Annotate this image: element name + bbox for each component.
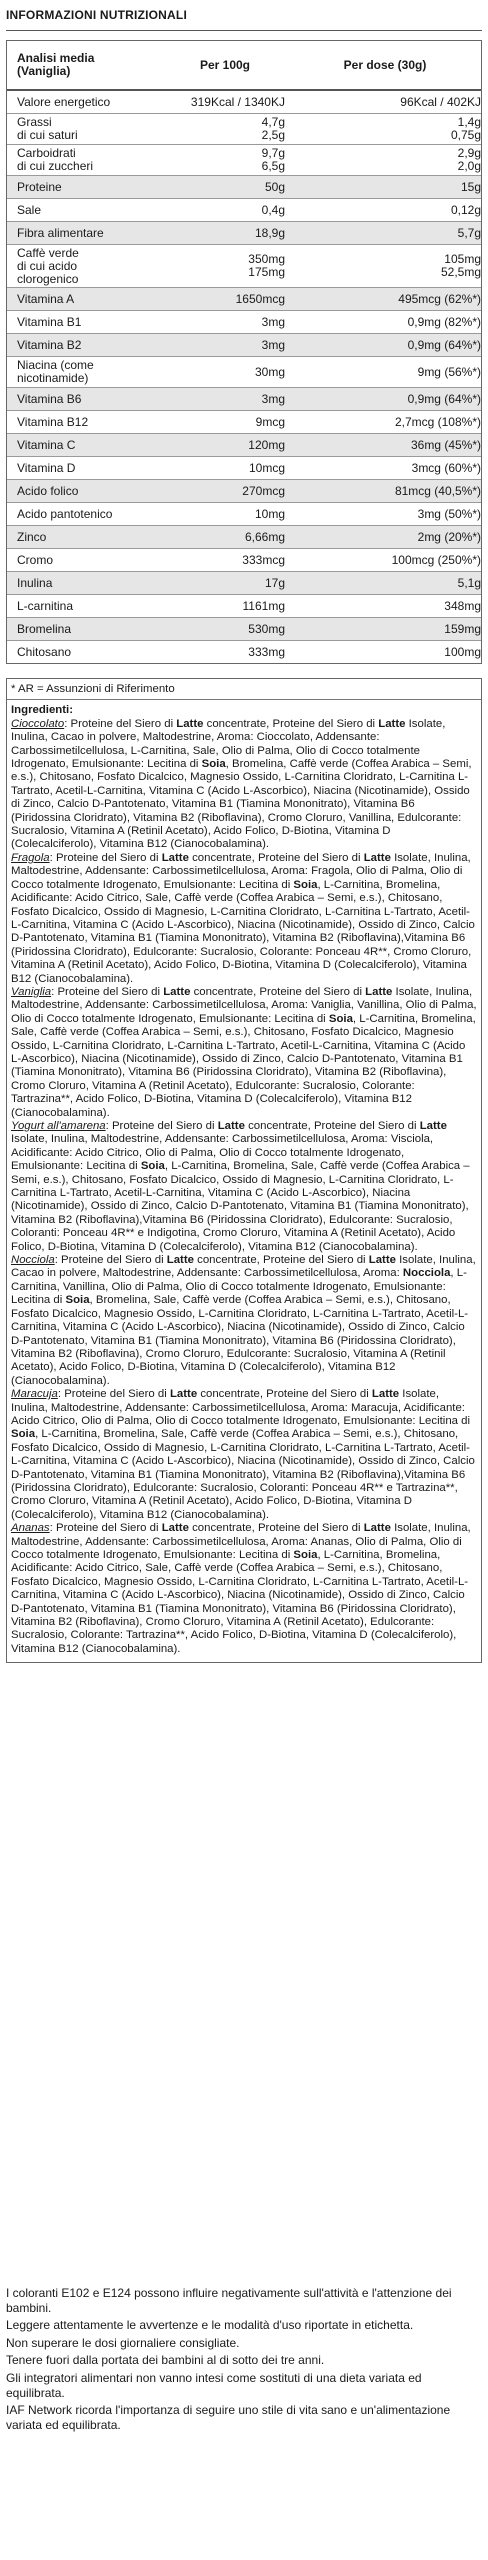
value-per-100g: 10mcg: [248, 460, 285, 475]
table-body: [7, 91, 481, 663]
table-row: [7, 434, 481, 457]
variant-name: Cioccolato: [11, 717, 65, 730]
warning-line: Gli integratori alimentari non vanno intesi come sostituti di una dieta variata ed equilibrata.: [6, 2370, 422, 2400]
allergen-text: Latte: [368, 1254, 396, 1267]
table-row: [7, 114, 481, 145]
value-per-dose: 2,7mcg (108%*): [394, 414, 481, 429]
value-per-100g: 3mg: [261, 314, 285, 329]
nutrient-name: Vitamina B12: [17, 414, 89, 429]
value-per-100g: 270mcg: [242, 483, 285, 498]
value-per-dose: 495mcg (62%*): [398, 291, 481, 306]
nutrition-table: [6, 40, 482, 664]
allergen-text: Latte: [161, 1522, 189, 1535]
value-per-dose: 15g: [460, 179, 481, 194]
value-per-100g: 530mg: [248, 621, 285, 636]
allergen-text: Soia: [293, 1549, 318, 1561]
value-per-100g: 333mcg: [242, 552, 285, 567]
value-per-dose: 81mcg (40,5%*): [394, 483, 481, 498]
value-per-100g: 17g: [264, 575, 285, 590]
nutrient-name: L-carnitina: [17, 598, 74, 613]
table-row: [7, 388, 481, 411]
value-per-100g: 3mg: [261, 337, 285, 352]
value-per-dose: 0,9mg (64%*): [407, 337, 481, 352]
table-row: [7, 334, 481, 357]
value-per-dose: 2mg (20%*): [417, 529, 481, 544]
ingredient-variant: [11, 852, 477, 986]
table-row: [7, 641, 481, 663]
table-header-row: [7, 41, 481, 91]
ingredient-text: concentrate, Proteine del Siero di: [244, 1120, 420, 1132]
ingredient-text: concentrate, Proteine del Siero di: [188, 851, 364, 864]
nutrient-name: Chitosano: [17, 644, 72, 659]
table-row: [7, 411, 481, 434]
nutrient-name: Inulina: [17, 575, 53, 590]
ingredient-variant: [11, 718, 477, 852]
table-row: [7, 572, 481, 595]
ingredient-variant: [11, 1388, 477, 1522]
value-per-dose: 0,9mg (82%*): [407, 314, 481, 329]
allergen-text: Latte: [419, 1120, 447, 1132]
allergen-text: Latte: [176, 717, 204, 730]
table-row: [7, 503, 481, 526]
nutrient-name: Grassi di cui saturi: [17, 115, 78, 142]
table-row: [7, 457, 481, 480]
value-per-dose: 348mg: [444, 598, 481, 613]
ingredient-text: Isolate, Inulina, Cacao in polvere, Maltodestrine, Addensante: Carbossimetilcellulosa, Aroma:: [11, 1254, 476, 1280]
value-per-100g: 120mg: [248, 437, 285, 452]
nutrient-name: Zinco: [17, 529, 47, 544]
allergen-text: Soia: [201, 758, 226, 771]
value-per-dose: 3mcg (60%*): [411, 460, 481, 475]
value-per-100g: 333mg: [248, 644, 285, 659]
ingredient-variant: [11, 986, 477, 1120]
ingredient-text: Isolate, Inulina, Maltodestrine, Addensante: Carbossimetilcellulosa, Aroma: Ananas, Olio di Palma, Olio di Cocco totalmente Idrogenato, Emulsionante: Lecitina di: [11, 1522, 471, 1561]
table-row: [7, 595, 481, 618]
variant-name: Fragola: [11, 851, 50, 864]
warning-line: Tenere fuori dalla portata dei bambini al di sotto dei tre anni.: [6, 2353, 325, 2368]
value-per-dose: 1,4g 0,75g: [450, 115, 481, 142]
ingredient-text: concentrate, Proteine del Siero di: [203, 717, 379, 730]
allergen-text: Latte: [217, 1120, 245, 1132]
ingredient-text: concentrate, Proteine del Siero di: [190, 985, 366, 998]
ingredient-variant: [11, 1120, 477, 1254]
table-row: [7, 222, 481, 245]
value-per-dose: 36mg (45%*): [410, 437, 481, 452]
table-row: [7, 199, 481, 222]
ingredients-block: [6, 678, 482, 1663]
ingredient-text: : Proteine del Siero di: [64, 717, 177, 730]
header-analysis: Analisi media (Vaniglia): [17, 51, 95, 78]
table-row: [7, 145, 481, 176]
nutrient-name: Caffè verde di cui acido clorogenico: [17, 245, 79, 286]
ingredient-variant: [11, 1522, 477, 1656]
header-per-dose: Per dose (30g): [343, 57, 427, 72]
ingredient-text: , Bromelina, Sale, Caffè verde (Coffea Arabica – Semi, e.s.), Chitosano, Fosfato Dicalcico, Magnesio Ossido, L-Carnitina Cloridrato, L-Carnitina L-Tartrato, Acetil-L-Carnitina, Vitamina C (Acido L-Ascorbico), Niacina (Nicotinamide), Ossido di Zinco, Calcio D-Pantotenato, Vitamina B1 (Tiamina Mononitrato), Vitamina B6 (Piridossina Cloridrato), Vitamina B2 (Riboflavina), Cromo Cloruro, Edulcorante: Sucralosio, Vitamina A (Retinil Acetato), Acido Folico, D-Biotina, Vitamina D (Colecalciferolo), Vitamina B12 (Cianocobalamina).: [11, 1294, 469, 1387]
ingredient-text: : Proteine del Siero di: [105, 1120, 218, 1132]
ingredient-text: : Proteine del Siero di: [51, 985, 164, 998]
variant-name: Ananas: [11, 1522, 50, 1535]
ingredient-text: : Proteine del Siero di: [49, 1522, 162, 1535]
ingredient-text: , L-Carnitina, Bromelina, Sale, Caffè verde (Coffea Arabica – Semi, e.s.), Chitosano, Fosfato Dicalcico, Ossido di Magnesio, L-Carnitina Cloridrato, L-Carnitina L-Tartrato, Acetil-L-Carnitina, Vitamina C (Acido L-Ascorbico), Niacina (Nicotinamide), Ossido di Zinco, Calcio D-Pantotenato, Vitamina B1 (Tiamina Mononitrato), Vitamina B2 (Riboflavina),Vitamina B6 (Piridossina Cloridrato), Edulcorante: Sucralosio, Coloranti: Ponceau 4R** e Indigotina, Cromo Cloruro, Vitamina A (Retinil Acetato), Acido Folico, D-Biotina, Vitamina D (Colecalciferolo), Vitamina B12 (Cianocobalamina).: [11, 1160, 470, 1253]
value-per-dose: 100mg: [444, 644, 481, 659]
warning-line: IAF Network ricorda l'importanza di seguire uno stile di vita sano e un'alimentazione variata ed equilibrata.: [6, 2403, 451, 2432]
value-per-100g: 350mg 175mg: [248, 252, 285, 279]
allergen-text: Latte: [169, 1388, 198, 1401]
value-per-dose: 3mg (50%*): [417, 506, 481, 521]
value-per-100g: 6,66mg: [244, 529, 285, 544]
value-per-dose: 5,7g: [457, 225, 481, 240]
ingredient-variant: [11, 1254, 477, 1388]
nutrient-name: Sale: [17, 202, 42, 217]
ingredient-text: , Bromelina, Caffè verde (Coffea Arabica – Semi, e.s.), Chitosano, Fosfato Dicalcico, Magnesio Ossido, L-Carnitina Cloridrato, L-Carnitina L-Tartrato, Acetil-L-Carnitina, Vitamina C (Acido L-Ascorbico), Niacina (Nicotinamide), Ossido di Zinco, Calcio D-Pantotenato, Vitamina B1 (Tiamina Mononitrato), Vitamina B6 (Piridossina Cloridrato), Vitamina B2 (Riboflavina), Cromo Cloruro, Vanillina, Edulcorante: Sucralosio, Vitamina A (Retinil Acetato), Acido Folico, D-Biotina, Vitamina D (Colecalciferolo), Vitamina B12 (Cianocobalamina).: [11, 758, 472, 851]
ingredient-text: concentrate, Proteine del Siero di: [197, 1388, 372, 1401]
nutrient-name: Vitamina D: [17, 460, 76, 475]
nutrient-name: Vitamina B6: [17, 391, 82, 406]
value-per-dose: 5,1g: [457, 575, 481, 590]
allergen-text: Latte: [163, 985, 191, 998]
ingredient-text: : Proteine del Siero di: [57, 1388, 170, 1401]
value-per-dose: 159mg: [444, 621, 481, 636]
nutrient-name: Carboidrati di cui zuccheri: [17, 146, 94, 173]
ingredient-text: , L-Carnitina, Bromelina, Sale, Caffè verde (Coffea Arabica – Semi, e.s.), Chitosano, Fosfato Dicalcico, Ossido di Magnesio, L-Carnitina Cloridrato, L-Carnitina L-Tartrato, Acetil-L-Carnitina, Vitamina C (Acido L-Ascorbico), Niacina (Nicotinamide), Ossido di Zinco, Calcio D-Pantotenato, Vitamina B1 (Tiamina Mononitrato), Vitamina B2 (Riboflavina),Vitamina B6 (Piridossina Cloridrato), Edulcorante: Sucralosio, Coloranti: Ponceau 4R** e Tartrazina**, Cromo Cloruro, Vitamina A (Retinil Acetato), Acido Folico, D-Biotina, Vitamina D (Colecalciferolo), Vitamina B12 (Cianocobalamina).: [11, 1428, 475, 1521]
value-per-100g: 1161mg: [242, 598, 285, 613]
allergen-text: Soia: [65, 1294, 90, 1307]
ingredients-text: [7, 700, 481, 1662]
value-per-dose: 0,12g: [450, 202, 481, 217]
header-per-100g: Per 100g: [199, 57, 251, 72]
nutrient-name: Fibra alimentare: [17, 225, 104, 240]
ingredient-text: concentrate, Proteine del Siero di: [188, 1522, 364, 1535]
allergen-text: Latte: [378, 717, 406, 730]
allergen-text: Soia: [140, 1160, 165, 1173]
reference-intake-note: * AR = Assunzioni di Riferimento: [7, 679, 481, 700]
table-row: [7, 526, 481, 549]
table-row: [7, 91, 481, 114]
value-per-100g: 0,4g: [261, 202, 285, 217]
allergen-text: Soia: [293, 878, 318, 891]
ingredients-title: Ingredienti:: [11, 704, 74, 717]
value-per-100g: 30mg: [254, 364, 285, 379]
value-per-dose: 100mcg (250%*): [391, 552, 481, 567]
allergen-text: Latte: [161, 851, 189, 864]
value-per-dose: 96Kcal / 402KJ: [400, 94, 481, 109]
ingredient-text: : Proteine del Siero di: [54, 1254, 167, 1267]
table-row: [7, 357, 481, 388]
nutrient-name: Bromelina: [17, 621, 72, 636]
ingredient-text: concentrate, Proteine del Siero di: [193, 1254, 369, 1267]
table-row: [7, 245, 481, 288]
table-row: [7, 480, 481, 503]
value-per-100g: 9,7g 6,5g: [261, 146, 285, 173]
ingredient-text: Isolate, Inulina, Maltodestrine, Addensante: Carbossimetilcellulosa, Aroma: Fragola, Olio di Palma, Olio di Cocco totalmente Idrogenato, Emulsionante: Lecitina di: [11, 851, 471, 891]
allergen-text: Latte: [166, 1254, 194, 1267]
ingredient-text: Isolate, Inulina, Maltodestrine, Addensante: Carbossimetilcellulosa, Aroma: Vaniglia, Vanillina, Olio di Palma, Olio di Cocco totalmente Idrogenato, Emulsionante: Lecitina di: [11, 985, 477, 1025]
value-per-100g: 1650mcg: [235, 291, 285, 306]
table-row: [7, 288, 481, 311]
warning-line: I coloranti E102 e E124 possono influire negativamente sull'attività e l'attenzione dei bambini.: [6, 2286, 452, 2315]
warnings-section: [6, 2286, 480, 2435]
value-per-100g: 18,9g: [254, 225, 285, 240]
allergen-text: Latte: [363, 1522, 391, 1535]
ingredient-text: , L-Carnitina, Bromelina, Acidificante: Acido Citrico, Sale, Caffè verde (Coffea Arabica – Semi, e.s.), Chitosano, Fosfato Dicalcico, Magnesio Ossido, L-Carnitina Cloridrato, L-Carnitina L-Tartrato, Acetil-L-Carnitina, Vitamina C (Acido L-Ascorbico), Niacina (Nicotinamide), Ossido di Zinco, Calcio D-Pantotenato, Vitamina B1 (Tiamina Mononitrato), Vitamina B6 (Piridossina Cloridrato), Vitamina B2 (Riboflavina), Cromo Cloruro, Vitamina A (Retinil Acetato), Edulcorante: Sucralosio, Colorante: Tartrazina**, Acido Folico, D-Biotina, Vitamina D (Colecalciferolo), Vitamina B12 (Cianocobalamina).: [11, 1549, 469, 1655]
ingredient-text: , L-Carnitina, Vanillina, Olio di Palma, Olio di Cocco totalmente Idrogenato, Emulsionante: Lecitina di: [11, 1267, 467, 1307]
allergen-text: Latte: [363, 851, 391, 864]
value-per-100g: 319Kcal / 1340KJ: [190, 94, 285, 109]
nutrient-name: Niacina (come nicotinamide): [17, 358, 94, 385]
nutrient-name: Acido folico: [17, 483, 79, 498]
ingredient-text: Isolate, Inulina, Maltodestrine, Addensante: Carbossimetilcellulosa, Aroma: Visciola, Acidificante: Acido Citrico, Olio di Palma, Olio di Cocco totalmente Idrogenato, Emulsionante: Lecitina di: [11, 1133, 434, 1173]
warning-line: Non superare le dosi giornaliere consigliate.: [6, 2335, 240, 2350]
variant-name: Nocciola: [11, 1254, 55, 1267]
ingredient-text: Isolate, Inulina, Cacao in polvere, Maltodestrine, Aroma: Cioccolato, Addensante: Carbossimetilcellulosa, L-Carnitina, Sale, Olio di Palma, Olio di Cocco totalmente Idrogenato, Emulsionante: Lecitina di: [11, 717, 446, 771]
title-divider: [6, 30, 482, 31]
value-per-dose: 0,9mg (64%*): [407, 391, 481, 406]
nutrient-name: Vitamina B1: [17, 314, 82, 329]
allergen-text: Soia: [11, 1428, 36, 1441]
value-per-100g: 4,7g 2,5g: [261, 115, 285, 142]
ingredient-text: , L-Carnitina, Bromelina, Acidificante: Acido Citrico, Sale, Caffè verde (Coffea Arabica – Semi, e.s.), Chitosano, Fosfato Dicalcico, Ossido di Magnesio, L-Carnitina Cloridrato, L-Carnitina L-Tartrato, Acetil-L-Carnitina, Vitamina C (Acido L-Ascorbico), Niacina (Nicotinamide), Ossido di Zinco, Calcio D-Pantotenato, Vitamina B1 (Tiamina Mononitrato), Vitamina B2 (Riboflavina),Vitamina B6 (Piridossina Cloridrato), Edulcorante: Sucralosio, Colorante: Ponceau 4R**, Cromo Cloruro, Vitamina A (Retinil Acetato), Acido Folico, D-Biotina, Vitamina D (Colecalciferolo), Vitamina B12 (Cianocobalamina).: [11, 878, 475, 985]
page-title: INFORMAZIONI NUTRIZIONALI: [6, 8, 187, 22]
warning-line: Leggere attentamente le avvertenze e le modalità d'uso riportate in etichetta.: [6, 2318, 414, 2333]
table-row: [7, 618, 481, 641]
value-per-100g: 10mg: [254, 506, 285, 521]
nutrient-name: Vitamina C: [17, 437, 76, 452]
ingredient-text: , L-Carnitina, Bromelina, Sale, Caffè verde (Coffea Arabica – Semi, e.s.), Chitosano, Fosfato Dicalcico, Magnesio Ossido, L-Carnitina Cloridrato, L-Carnitina L-Tartrato, Acetil-L-Carnitina, Vitamina C (Acido L-Ascorbico), Niacina (Nicotinamide), Ossido di Zinco, Calcio D-Pantotenato, Vitamina B1 (Tiamina Mononitrato), Vitamina B6 (Piridossina Cloridrato), Vitamina B2 (Riboflavina), Cromo Cloruro, Vitamina A (Retinil Acetato), Edulcorante: Sucralosio, Colorante: Tartrazina**, Acido Folico, D-Biotina, Vitamina D (Colecalciferolo), Vitamina B12 (Cianocobalamina).: [11, 1012, 476, 1119]
table-row: [7, 311, 481, 334]
value-per-100g: 9mcg: [255, 414, 285, 429]
ingredient-text: : Proteine del Siero di: [49, 851, 162, 864]
value-per-dose: 2,9g 2,0g: [457, 146, 481, 173]
table-row: [7, 176, 481, 199]
table-row: [7, 549, 481, 572]
variant-name: Vaniglia: [11, 985, 52, 998]
value-per-dose: 9mg (56%*): [417, 364, 481, 379]
nutrient-name: Acido pantotenico: [17, 506, 113, 521]
variant-name: Maracuja: [11, 1388, 58, 1401]
value-per-100g: 3mg: [261, 391, 285, 406]
nutrient-name: Proteine: [17, 179, 62, 194]
nutrient-name: Vitamina B2: [17, 337, 82, 352]
nutrient-name: Cromo: [17, 552, 54, 567]
nutrient-name: Vitamina A: [17, 291, 75, 306]
nutrient-name: Valore energetico: [17, 94, 111, 109]
value-per-dose: 105mg 52,5mg: [440, 252, 481, 279]
allergen-text: Latte: [365, 985, 393, 998]
allergen-text: Nocciola: [402, 1267, 451, 1280]
ingredient-text: Isolate, Inulina, Maltodestrine, Addensante: Carbossimetilcellulosa, Aroma: Maracuja, Acidificante: Acido Citrico, Olio di Palma, Olio di Cocco totalmente Idrogenato, Emulsionante: Lecitina di: [11, 1388, 471, 1427]
allergen-text: Latte: [371, 1388, 400, 1401]
value-per-100g: 50g: [264, 179, 285, 194]
variant-name: Yogurt all'amarena: [11, 1120, 106, 1132]
allergen-text: Soia: [328, 1012, 353, 1025]
